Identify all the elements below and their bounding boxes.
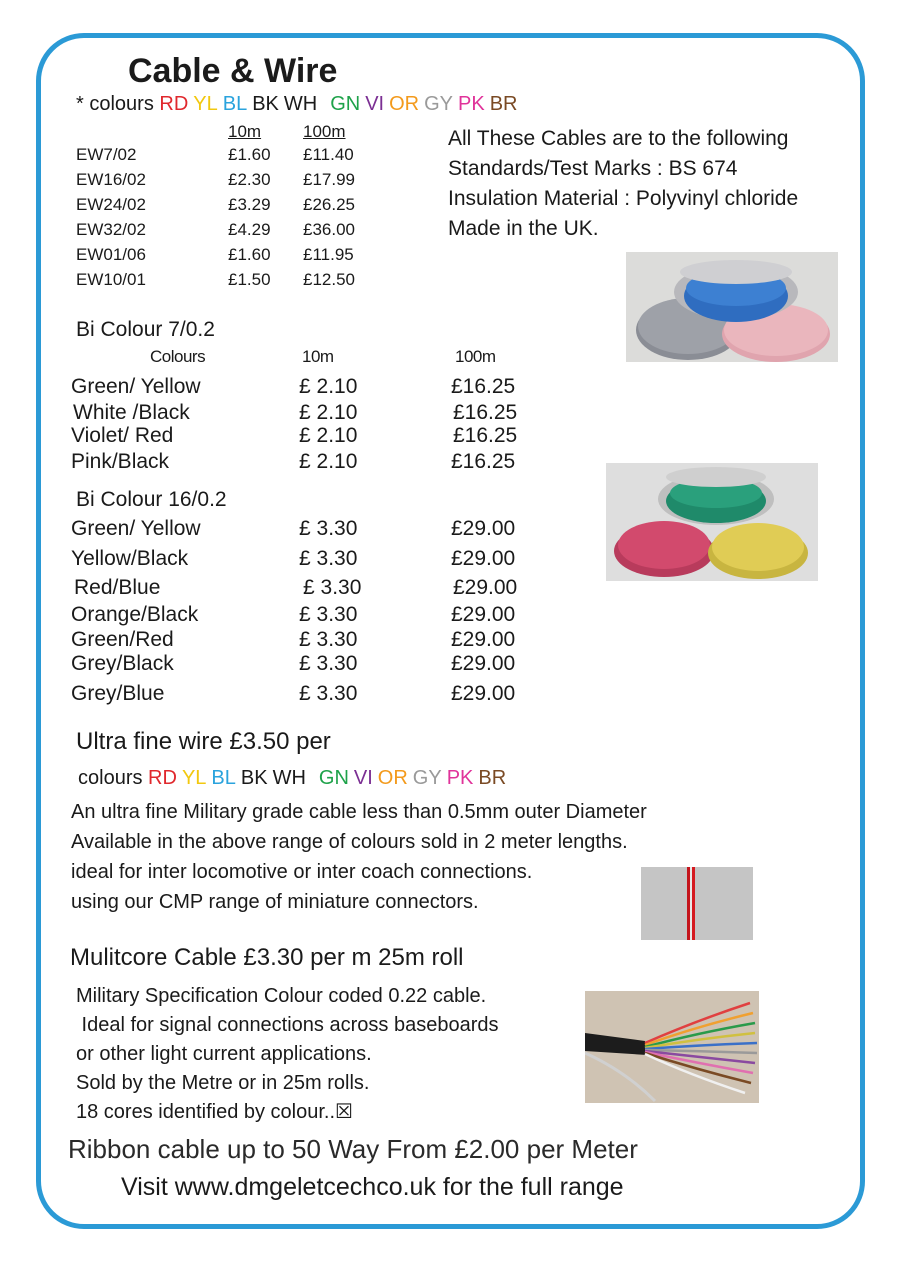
colour-code-or: OR: [377, 767, 408, 789]
table1-cell-code: EW16/02: [76, 170, 146, 189]
table1-cell-m10: £4.29: [228, 220, 271, 239]
bi7-title: Bi Colour 7/0.2: [76, 318, 215, 341]
colour-code-gy: GY: [412, 767, 442, 789]
table1-cell-m10: £2.30: [228, 170, 271, 189]
bi16-cell-m100: £29.00: [451, 628, 516, 651]
table1-cell-m100: £11.95: [303, 245, 354, 264]
visit-website-line: Visit www.dmgeletcechco.uk for the full range: [121, 1173, 624, 1201]
ultra-line: using our CMP range of miniature connectors.: [71, 891, 479, 913]
bi16-cell-m10: £ 3.30: [299, 517, 358, 540]
colour-code-pk: PK: [458, 93, 485, 115]
table1-cell-m10: £1.60: [228, 145, 271, 164]
bi7-cell-m10: £ 2.10: [299, 450, 358, 473]
multicore-line: Ideal for signal connections across baseboards: [76, 1014, 499, 1036]
table1-cell-code: EW10/01: [76, 270, 146, 289]
table1-cell-m10: £1.60: [228, 245, 271, 264]
multicore-line: or other light current applications.: [76, 1043, 372, 1065]
table1-cell-code: EW32/02: [76, 220, 146, 239]
colour-code-vi: VI: [353, 767, 373, 789]
colour-code-vi: VI: [365, 93, 385, 115]
bi16-cell-m10: £ 3.30: [299, 652, 358, 675]
bi16-cell-m10: £ 3.30: [303, 576, 362, 599]
multicore-cable-photo: [585, 991, 759, 1103]
multicore-line: 18 cores identified by colour..☒: [76, 1101, 353, 1123]
bi16-cell-m100: £29.00: [453, 576, 518, 599]
bi7-cell-m100: £16.25: [453, 424, 518, 447]
table1-header-100m: 100m: [303, 122, 346, 141]
bi16-cell-name: Grey/Blue: [71, 682, 165, 705]
colour-code-bk: BK: [240, 767, 268, 789]
colour-code-pk: PK: [446, 767, 474, 789]
ultra-colour-codes-line: [78, 767, 511, 790]
standards-text: [448, 124, 798, 244]
colour-code-bl: BL: [211, 767, 236, 789]
bi16-title: Bi Colour 16/0.2: [76, 488, 227, 511]
colour-code-wh: WH: [283, 93, 318, 115]
table1-cell-m100: £11.40: [303, 145, 354, 164]
table1-cell-m100: £17.99: [303, 170, 355, 189]
bi16-cell-m10: £ 3.30: [299, 547, 358, 570]
bi16-cell-name: Green/Red: [71, 628, 174, 651]
bi16-cell-name: Grey/Black: [71, 652, 174, 675]
ultra-line: An ultra fine Military grade cable less than 0.5mm outer Diameter: [71, 801, 647, 823]
table1-header-10m: 10m: [228, 122, 262, 141]
page-title: Cable & Wire: [128, 52, 338, 90]
table1-cell-m10: £3.29: [228, 195, 271, 214]
colour-code-br: BR: [478, 767, 507, 789]
ultra-heading: Ultra fine wire £3.50 per: [76, 728, 331, 755]
bi16-cell-name: Orange/Black: [71, 603, 199, 626]
bi16-cell-m100: £29.00: [451, 652, 516, 675]
colour-code-wh: WH: [272, 767, 306, 789]
bi7-cell-m10: £ 2.10: [299, 375, 358, 398]
bi7-header-100m: 100m: [455, 347, 496, 366]
colour-code-gn: GN: [318, 767, 349, 789]
table1-cell-m100: £26.25: [303, 195, 355, 214]
colour-code-rd: RD: [148, 767, 177, 789]
multicore-heading: Mulitcore Cable £3.30 per m 25m roll: [70, 944, 464, 971]
bi16-cell-m100: £29.00: [451, 517, 516, 540]
colour-code-rd: RD: [159, 93, 189, 115]
bi7-cell-name: Green/ Yellow: [71, 375, 201, 398]
colour-code-gn: GN: [330, 93, 361, 115]
bi16-cell-m100: £29.00: [451, 603, 516, 626]
colour-code-yl: YL: [193, 93, 218, 115]
bi16-cell-name: Green/ Yellow: [71, 517, 201, 540]
table1-cell-code: EW01/06: [76, 245, 146, 264]
standards-line: All These Cables are to the following: [448, 127, 789, 150]
ultra-fine-wire-photo: [641, 867, 753, 940]
standards-line: Standards/Test Marks : BS 674: [448, 157, 738, 180]
multicore-description: [76, 982, 498, 1127]
bi7-cell-m100: £16.25: [451, 450, 516, 473]
ultra-colours-prefix: colours: [78, 767, 143, 789]
colour-code-gy: GY: [424, 93, 454, 115]
bi16-cell-m100: £29.00: [451, 682, 516, 705]
bi7-cell-m10: £ 2.10: [299, 424, 358, 447]
bi16-cell-m100: £29.00: [451, 547, 516, 570]
table1-cell-code: EW7/02: [76, 145, 137, 164]
table1-cell-m10: £1.50: [228, 270, 271, 289]
colour-code-yl: YL: [181, 767, 207, 789]
colour-code-or: OR: [389, 93, 420, 115]
bi16-cell-name: Yellow/Black: [71, 547, 189, 570]
cable-spools-photo-2: [606, 463, 818, 581]
colour-code-br: BR: [489, 93, 518, 115]
colours-prefix: * colours: [76, 93, 154, 115]
bi7-cell-m100: £16.25: [453, 401, 518, 424]
bi7-cell-name: Violet/ Red: [71, 424, 174, 447]
cable-spools-photo-1: [626, 252, 838, 362]
table1-cell-m100: £12.50: [303, 270, 355, 289]
bi16-cell-m10: £ 3.30: [299, 682, 358, 705]
bi7-cell-m100: £16.25: [451, 375, 516, 398]
bi7-cell-name: Pink/Black: [71, 450, 170, 473]
colour-codes-line: [76, 93, 523, 116]
bi16-cell-m10: £ 3.30: [299, 628, 358, 651]
standards-line: Insulation Material : Polyvinyl chloride: [448, 187, 799, 210]
bi7-header-10m: 10m: [302, 347, 334, 366]
ultra-line: Available in the above range of colours sold in 2 meter lengths.: [71, 831, 628, 853]
ribbon-cable-line: Ribbon cable up to 50 Way From £2.00 per Meter: [68, 1134, 638, 1164]
colour-code-bk: BK: [252, 93, 279, 115]
ultra-description: [71, 797, 647, 917]
bi7-cell-name: White /Black: [73, 401, 190, 424]
bi7-cell-m10: £ 2.10: [299, 401, 358, 424]
bi16-cell-name: Red/Blue: [74, 576, 161, 599]
standards-line: Made in the UK.: [448, 217, 599, 240]
multicore-line: Sold by the Metre or in 25m rolls.: [76, 1072, 370, 1094]
colour-code-bl: BL: [222, 93, 248, 115]
bi7-header-colours: Colours: [150, 347, 206, 366]
table1-cell-m100: £36.00: [303, 220, 355, 239]
ultra-line: ideal for inter locomotive or inter coach connections.: [71, 861, 533, 883]
multicore-line: Military Specification Colour coded 0.22 cable.: [76, 985, 487, 1007]
bi16-cell-m10: £ 3.30: [299, 603, 358, 626]
table1-cell-code: EW24/02: [76, 195, 146, 214]
